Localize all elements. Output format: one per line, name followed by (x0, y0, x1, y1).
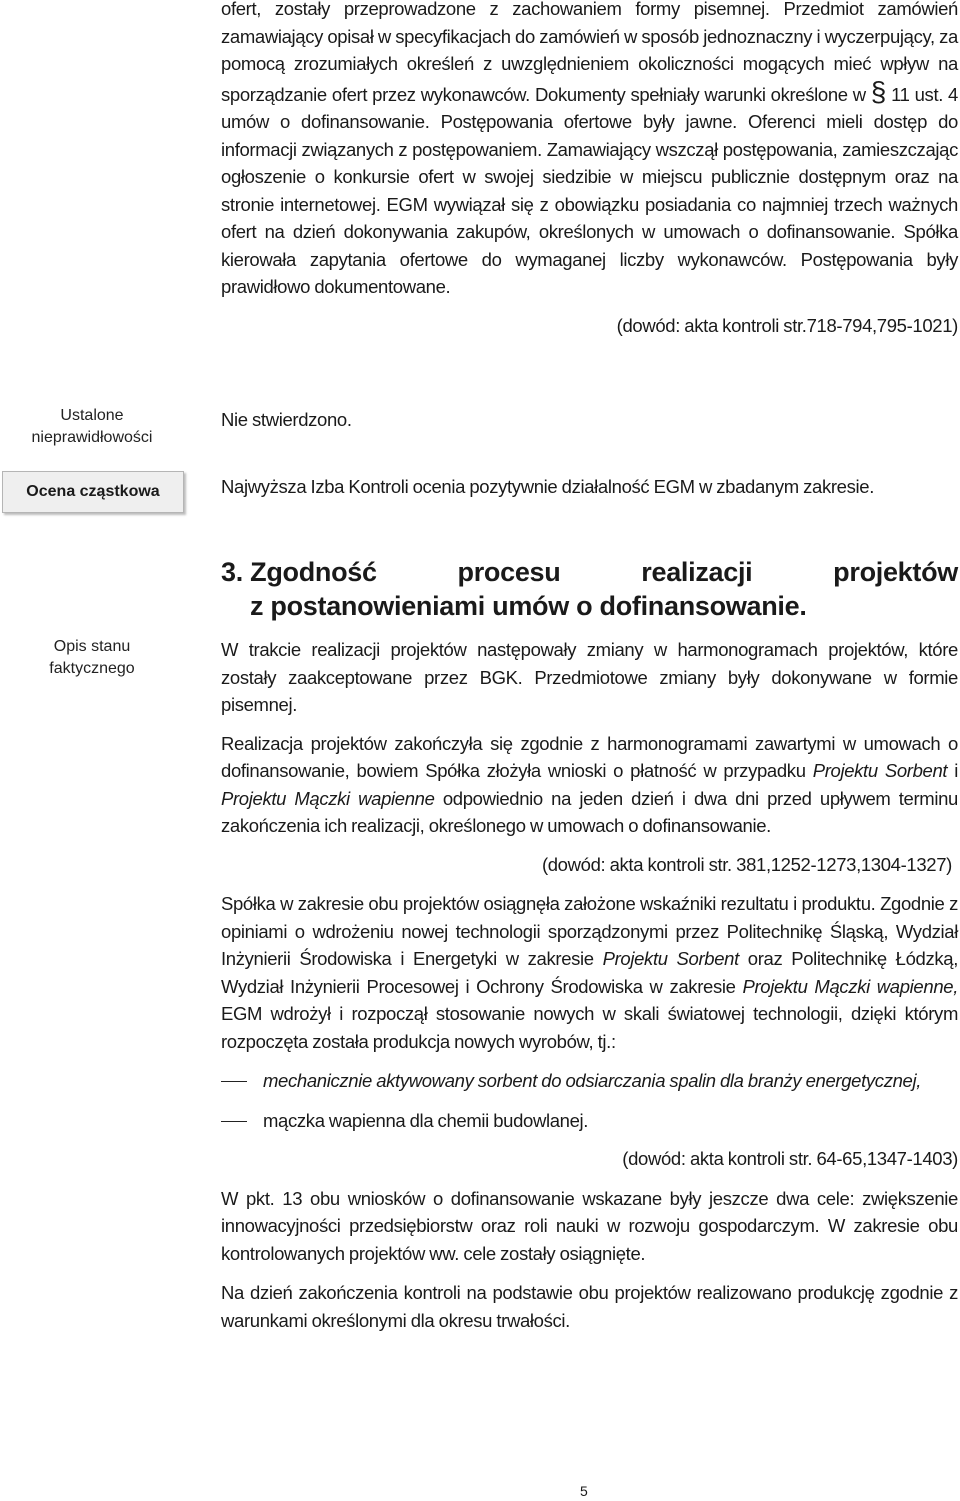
paragraph-2 (221, 730, 958, 840)
paragraph-4: W pkt. 13 obu wniosków o dofinansowanie wskazane były jeszcze dwa cele: zwiększenie innowacyjności przedsiębiorstw oraz roli nauki w rozwoju gospodarczym. W zakresie obu kontrolowanych projektów ww. cele zostały osiągnięte. (221, 1187, 958, 1264)
side-label-assessment: Ocena cząstkowa (2, 471, 184, 513)
section-number: 3. (221, 557, 243, 587)
paragraph-3 (221, 890, 958, 1055)
section-heading-line2: z postanowieniami umów o dofinansowanie. (250, 591, 807, 621)
irregularities-value: Nie stwierdzono. (221, 409, 352, 430)
page-number: 5 (580, 1483, 588, 1499)
project-maczki-name: Projektu Mączki wapienne (221, 787, 435, 809)
top-section (221, 0, 958, 339)
evidence-citation-1: (dowód: akta kontroli str.718-794,795-1021) (616, 314, 958, 336)
p3-text: EGM wdrożył i rozpoczął stosowanie nowych w skali światowej technologii, dzięki którym rozpoczęta została produkcja nowych wyrobów, tj.: (221, 1003, 958, 1052)
project-sorbent-name: Projektu Sorbent (602, 948, 739, 969)
evidence-citation-2: (dowód: akta kontroli str. 381,1252-1273,1304-1327) (541, 853, 952, 875)
product-list (221, 1067, 958, 1134)
list-item-text: mączka wapienna dla chemii budowlanej. (263, 1109, 589, 1131)
heading-word: realizacji (641, 557, 753, 587)
paragraph-1: W trakcie realizacji projektów następowały zmiany w harmonogramach projektów, które zostały zaakceptowane przez BGK. Przedmiotowe zmiany były dokonywane w formie pisemnej. (221, 639, 958, 715)
p3-text: oraz Politechnikę Łódzką, Wydział Inżynierii Procesowej i Ochrony Środowiska w zakresie (221, 948, 959, 997)
dash-bullet-icon (221, 1121, 247, 1122)
project-maczki-name: Projektu Mączki wapienne, (742, 975, 958, 997)
p2-text: Realizacja projektów zakończyła się zgodnie z harmonogramami zawartymi w umowach o dofinansowanie, bowiem Spółka złożyła wnioski o płatność w przypadku (221, 732, 958, 781)
top-paragraph-part2: 11 ust. 4 umów o dofinansowanie. Postępowania ofertowe były jawne. Oferenci mieli dostęp do informacji związanych z postępowaniem. Zamawiający wszczął postępowania, zamieszczając ogłoszenie o konkursie ofert w swojej siedzibie w miejscu publicznie dostępnym oraz na stronie internetowej. EGM wywiązał się z obowiązku posiadania co najmniej trzech ważnych ofert na dzień dokonywania zakupów, określonych w umowach o dofinansowanie. Spółka kierowała zapytania ofertowe do wymaganej liczby wykonawców. Postępowania były prawidłowo dokumentowane. (221, 83, 958, 297)
dash-bullet-icon (221, 1081, 247, 1082)
side-label-irregularities: Ustalone nieprawidłowości (31, 407, 153, 446)
facts-body (221, 636, 958, 1334)
assessment-text (221, 473, 958, 501)
section-heading-line1 (221, 555, 958, 589)
section-heading (221, 555, 958, 623)
top-paragraph (221, 0, 958, 301)
p2-text: i (947, 760, 959, 781)
heading-word: projektów (833, 557, 958, 587)
list-item-text: mechanicznie aktywowany sorbent do odsiarczania spalin dla branży energetycznej, (263, 1070, 922, 1091)
project-sorbent-name: Projektu Sorbent (812, 760, 948, 781)
side-label-facts: Opis stanu faktycznego (49, 638, 135, 677)
section-symbol: § (870, 75, 887, 107)
p3-text: Spółka w zakresie obu projektów osiągnęła założone wskaźniki rezultatu i produktu. Zgodnie z opiniami o wdrożeniu nowej technologii sporządzonymi przez Politechnikę Śląską, Wydział Inżynierii Środowiska i Energetyki w zakresie (221, 893, 958, 969)
top-paragraph-part1: ofert, zostały przeprowadzone z zachowaniem formy pisemnej. Przedmiot zamówień zamawiający opisał w specyfikacjach do zamówień w sposób jednoznaczny i wyczerpujący, za pomocą zrozumiałych określeń z uwzględnieniem okoliczności mogących mieć wpływ na sporządzanie ofert przez wykonawców. Dokumenty spełniały warunki określone w (221, 0, 958, 105)
paragraph-5: Na dzień zakończenia kontroli na podstawie obu projektów realizowano produkcję zgodnie z warunkami określonymi dla okresu trwałości. (221, 1282, 958, 1331)
evidence-citation-3: (dowód: akta kontroli str. 64-65,1347-1403) (622, 1148, 958, 1169)
heading-word: Zgodność (250, 557, 377, 587)
list-item (221, 1107, 958, 1135)
list-item (221, 1067, 958, 1095)
irregularities-text (221, 406, 958, 434)
heading-word: procesu (457, 557, 561, 587)
p2-text: odpowiednio na jeden dzień i dwa dni przed upływem terminu zakończenia ich realizacji, określonego w umowach o dofinansowanie. (221, 787, 958, 836)
assessment-value: Najwyższa Izba Kontroli ocenia pozytywnie działalność EGM w zbadanym zakresie. (221, 476, 874, 497)
